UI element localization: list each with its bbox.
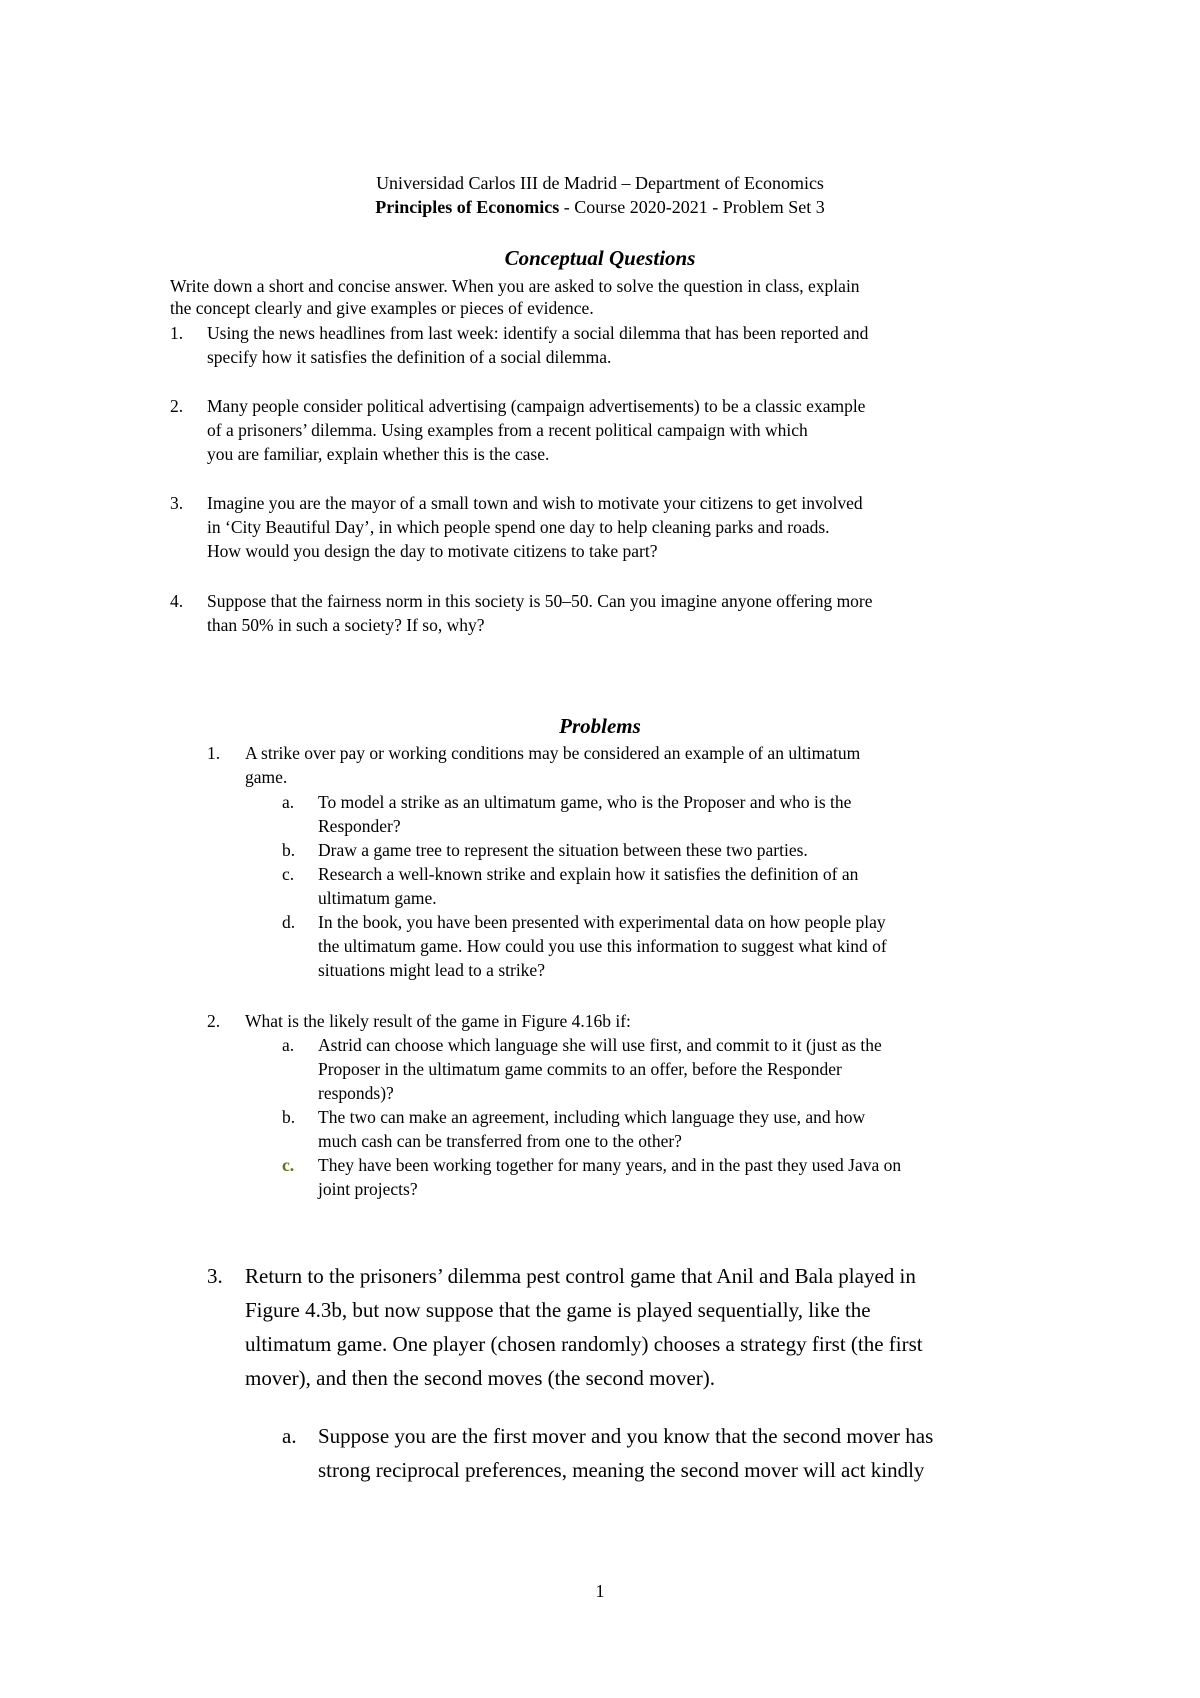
sub-line: Proposer in the ultimatum game commits to an offer, before the Responder	[318, 1059, 842, 1079]
problem-line: game.	[245, 767, 288, 787]
problem-line: mover), and then the second moves (the second mover).	[245, 1366, 716, 1390]
question-line: of a prisoners’ dilemma. Using examples from a recent political campaign with which	[207, 420, 808, 440]
problem-number: 3.	[207, 1264, 223, 1288]
problem-line: What is the likely result of the game in Figure 4.16b if:	[245, 1011, 631, 1031]
conceptual-questions-heading: Conceptual Questions	[504, 246, 696, 270]
sub-line: They have been working together for many years, and in the past they used Java on	[318, 1155, 902, 1175]
sub-letter: b.	[282, 840, 296, 860]
course-title-line	[0, 195, 1200, 219]
problems-heading: Problems	[559, 714, 641, 738]
sub-line: Suppose you are the first mover and you know that the second mover has	[318, 1424, 934, 1448]
sub-line: Astrid can choose which language she will use first, and commit to it (just as the	[318, 1035, 882, 1055]
sub-line: ultimatum game.	[318, 888, 437, 908]
sub-letter: c.	[282, 1155, 295, 1175]
problem-line: A strike over pay or working conditions may be considered an example of an ultimatum	[245, 743, 861, 763]
sub-line: responds)?	[318, 1083, 394, 1103]
sub-letter: a.	[282, 792, 295, 812]
sub-line: strong reciprocal preferences, meaning the second mover will act kindly	[318, 1458, 925, 1482]
problem-line: Return to the prisoners’ dilemma pest control game that Anil and Bala played in	[245, 1264, 916, 1288]
question-line: specify how it satisfies the definition of a social dilemma.	[207, 347, 612, 367]
intro-line-2: the concept clearly and give examples or pieces of evidence.	[170, 298, 594, 318]
question-line: than 50% in such a society? If so, why?	[207, 615, 485, 635]
question-line: you are familiar, explain whether this is the case.	[207, 444, 550, 464]
sub-letter: a.	[282, 1424, 297, 1448]
sub-line: Responder?	[318, 816, 401, 836]
sub-line: situations might lead to a strike?	[318, 960, 545, 980]
sub-line: Draw a game tree to represent the situation between these two parties.	[318, 840, 808, 860]
question-line: Many people consider political advertising (campaign advertisements) to be a classic example	[207, 396, 866, 416]
question-number: 4.	[170, 591, 184, 611]
sub-letter: d.	[282, 912, 296, 932]
sub-line: the ultimatum game. How could you use this information to suggest what kind of	[318, 936, 887, 956]
sub-line: joint projects?	[318, 1179, 418, 1199]
sub-letter: b.	[282, 1107, 296, 1127]
question-line: in ‘City Beautiful Day’, in which people spend one day to help cleaning parks and roads.	[207, 517, 830, 537]
question-number: 2.	[170, 396, 184, 416]
sub-line: much cash can be transferred from one to the other?	[318, 1131, 682, 1151]
question-line: Using the news headlines from last week: identify a social dilemma that has been reported and	[207, 323, 869, 343]
sub-letter: a.	[282, 1035, 295, 1055]
problem-number: 2.	[207, 1011, 221, 1031]
question-number: 1.	[170, 323, 184, 343]
university-line: Universidad Carlos III de Madrid – Department of Economics	[376, 173, 824, 193]
problem-number: 1.	[207, 743, 221, 763]
sub-line: In the book, you have been presented with experimental data on how people play	[318, 912, 886, 932]
problem-line: ultimatum game. One player (chosen randomly) chooses a strategy first (the first	[245, 1332, 923, 1356]
question-line: Imagine you are the mayor of a small town and wish to motivate your citizens to get involved	[207, 493, 863, 513]
sub-letter: c.	[282, 864, 295, 884]
question-line: How would you design the day to motivate citizens to take part?	[207, 541, 658, 561]
sub-line: Research a well-known strike and explain how it satisfies the definition of an	[318, 864, 859, 884]
course-name: Principles of Economics	[375, 197, 560, 217]
page-number: 1	[595, 1581, 605, 1601]
question-number: 3.	[170, 493, 184, 513]
course-details: - Course 2020-2021 - Problem Set 3	[559, 197, 825, 217]
sub-line: To model a strike as an ultimatum game, who is the Proposer and who is the	[318, 792, 852, 812]
sub-line: The two can make an agreement, including which language they use, and how	[318, 1107, 866, 1127]
question-line: Suppose that the fairness norm in this society is 50–50. Can you imagine anyone offering more	[207, 591, 873, 611]
intro-line-1: Write down a short and concise answer. When you are asked to solve the question in class, explain	[170, 276, 860, 296]
problem-line: Figure 4.3b, but now suppose that the game is played sequentially, like the	[245, 1298, 871, 1322]
